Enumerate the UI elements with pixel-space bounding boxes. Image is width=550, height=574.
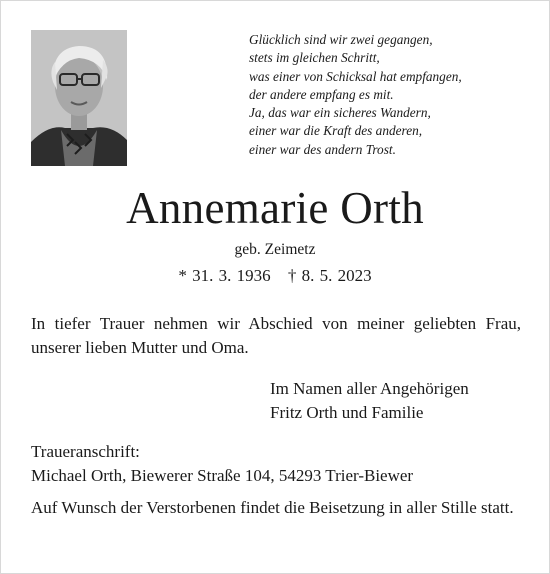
poem-line: einer war die Kraft des anderen, [249, 123, 423, 139]
deceased-name: Annemarie Orth [126, 183, 424, 233]
signature-family: Fritz Orth und Familie [270, 403, 424, 422]
address-value: Michael Orth, Biewerer Straße 104, 54293 Trier-Biewer [31, 466, 414, 485]
mourning-address [31, 440, 521, 488]
signature [270, 377, 469, 425]
poem-line: der andere empfang es mit. [249, 86, 394, 102]
portrait-photo [31, 30, 127, 166]
birth-date: * 31. 3. 1936 [178, 266, 271, 285]
maiden-name: geb. Zeimetz [234, 241, 316, 258]
signature-line: Im Namen aller Angehörigen [270, 379, 469, 398]
poem-line: Glücklich sind wir zwei gegangen, [249, 32, 433, 47]
address-label: Traueranschrift: [31, 442, 140, 461]
death-date: † 8. 5. 2023 [287, 266, 372, 285]
portrait-photo-drawing [31, 30, 127, 166]
burial-note: Auf Wunsch der Verstorbenen findet die Beisetzung in aller Stille statt. [31, 498, 514, 517]
poem-line: stets im gleichen Schritt, [249, 50, 380, 66]
life-dates [0, 266, 550, 286]
memorial-poem [249, 31, 539, 159]
mourning-text: In tiefer Trauer nehmen wir Abschied von meiner geliebten Frau, unserer lieben Mutter und Oma. [31, 314, 521, 357]
poem-line: Ja, das war ein sicheres Wandern, [249, 105, 431, 121]
poem-line: einer war des andern Trost. [249, 141, 396, 157]
poem-line: was einer von Schicksal hat empfangen, [249, 68, 462, 84]
